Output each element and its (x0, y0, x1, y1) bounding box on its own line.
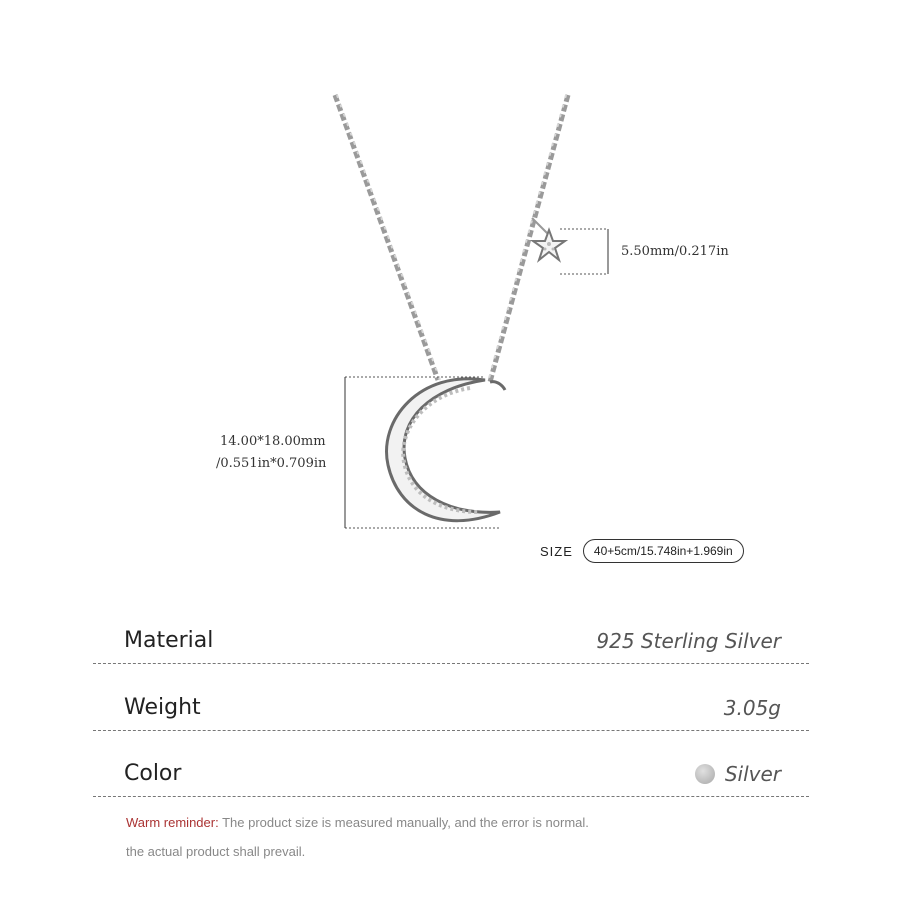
color-value: Silver (724, 762, 781, 786)
reminder-accent: Warm reminder: (126, 815, 219, 830)
spec-name: Color (124, 761, 182, 786)
star-pendant-icon (532, 218, 565, 260)
spec-row-color (93, 730, 809, 797)
spec-name: Weight (124, 695, 201, 720)
moon-dimension-label-line1: 14.00*18.00mm (220, 434, 326, 449)
reminder-note-line2: the actual product shall prevail. (126, 844, 306, 859)
reminder-note-line1 (126, 815, 589, 830)
spec-value-color (695, 762, 781, 786)
size-row (540, 538, 744, 564)
spec-row-material (93, 597, 809, 664)
moon-pendant-icon (387, 379, 505, 521)
spec-row-weight (93, 664, 809, 731)
reminder-text: The product size is measured manually, and the error is normal. (218, 815, 589, 830)
moon-dimension-label-line2: /0.551in*0.709in (216, 456, 327, 471)
size-label: SIZE (540, 543, 573, 559)
spec-value: 3.05g (723, 696, 781, 720)
chain-right (488, 95, 568, 382)
spec-name: Material (124, 628, 214, 653)
size-value-pill: 40+5cm/15.748in+1.969in (583, 539, 744, 563)
spec-value: 925 Sterling Silver (596, 629, 781, 653)
star-dimension-bracket (560, 229, 608, 274)
silver-swatch-icon (695, 764, 715, 784)
chain-left (335, 95, 440, 380)
star-dimension-label: 5.50mm/0.217in (621, 244, 729, 259)
